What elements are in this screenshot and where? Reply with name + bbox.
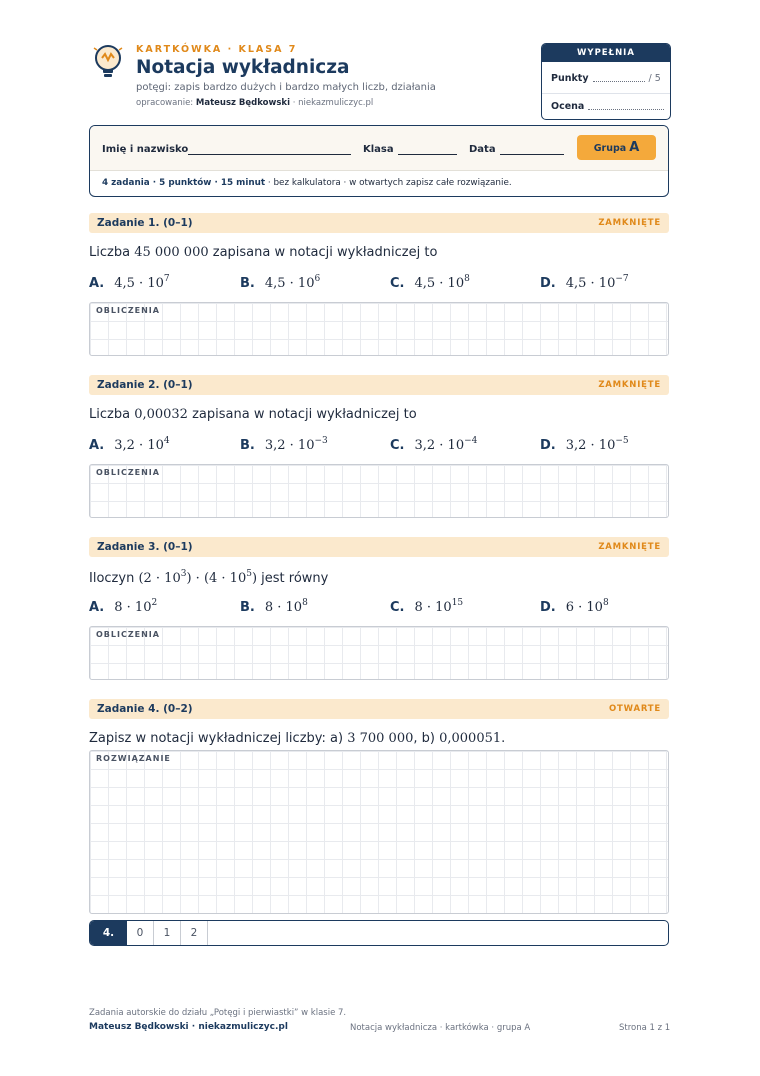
task-4-question-text: Zapisz w notacji wykładniczej liczby: a) bbox=[89, 731, 348, 746]
task-3-factor-1: (2 · 10 bbox=[138, 571, 181, 586]
answer-exponent: 15 bbox=[451, 598, 464, 608]
answer-letter: D. bbox=[540, 600, 556, 615]
date-label: Data bbox=[469, 144, 496, 155]
task-1-header bbox=[89, 213, 669, 233]
task-2-question-text: Liczba bbox=[89, 407, 135, 422]
task-1-question-text: Liczba bbox=[89, 245, 135, 260]
task-3-title: Zadanie 3. (0–1) bbox=[97, 541, 193, 553]
name-label: Imię i nazwisko bbox=[102, 144, 189, 155]
answer-exponent: −7 bbox=[615, 274, 629, 284]
student-fields-row bbox=[90, 126, 668, 171]
task-2-title: Zadanie 2. (0–1) bbox=[97, 379, 193, 391]
task-1-work-area[interactable] bbox=[89, 302, 669, 356]
task-3-question-tail: jest równy bbox=[257, 571, 329, 586]
answer-exponent: 6 bbox=[314, 274, 321, 284]
group-label: Grupa bbox=[593, 143, 627, 154]
footer-center: Notacja wykładnicza · kartkówka · grupa A bbox=[350, 1023, 531, 1033]
worksheet-kicker: KARTKÓWKA · KLASA 7 bbox=[136, 44, 298, 55]
teacher-box-divider bbox=[542, 93, 670, 94]
answer-letter: D. bbox=[540, 276, 556, 291]
task-3-answer-d[interactable] bbox=[540, 598, 609, 615]
task-4-number-b: 0,000051 bbox=[439, 731, 502, 746]
task-1-type: ZAMKNIĘTE bbox=[598, 218, 661, 228]
task-2-answers bbox=[89, 436, 689, 456]
task-4-question-end: . bbox=[501, 731, 506, 746]
points-field[interactable] bbox=[593, 76, 645, 82]
answer-exponent: −3 bbox=[314, 436, 328, 446]
group-badge bbox=[577, 135, 656, 160]
score-task-number: 4. bbox=[90, 921, 127, 945]
grade-field[interactable] bbox=[588, 104, 664, 110]
task-2-question bbox=[89, 407, 417, 422]
task-4-number-a: 3 700 000 bbox=[347, 731, 414, 746]
task-3-type: ZAMKNIĘTE bbox=[598, 542, 661, 552]
task-3-answer-a[interactable] bbox=[89, 598, 157, 615]
teacher-box-heading: WYPEŁNIA NAUCZYCIEL bbox=[542, 44, 670, 62]
grade-label: Ocena bbox=[551, 101, 585, 112]
score-option[interactable]: 2 bbox=[181, 921, 208, 945]
answer-base: 3,2 · 10 bbox=[114, 438, 164, 453]
byline bbox=[136, 98, 373, 108]
points-row bbox=[551, 73, 661, 84]
task-3-answer-b[interactable] bbox=[240, 598, 308, 615]
group-letter: A bbox=[629, 140, 640, 155]
task-3-answer-c[interactable] bbox=[390, 598, 463, 615]
quiz-info-rules: · bez kalkulatora · w otwartych zapisz całe rozwiązanie. bbox=[265, 178, 512, 188]
task-2-work-label: OBLICZENIA bbox=[96, 468, 160, 477]
task-1-answer-c[interactable] bbox=[390, 274, 470, 291]
task-4-work-area[interactable] bbox=[89, 750, 669, 914]
score-option[interactable]: 1 bbox=[154, 921, 181, 945]
answer-letter: A. bbox=[89, 438, 105, 453]
points-label: Punkty bbox=[551, 73, 589, 84]
task-2-header bbox=[89, 375, 669, 395]
task-3-exponent-2: 5 bbox=[246, 569, 252, 579]
answer-exponent: 8 bbox=[602, 598, 609, 608]
answer-letter: A. bbox=[89, 600, 105, 615]
task-1-answers bbox=[89, 274, 689, 294]
task-2-answer-a[interactable] bbox=[89, 436, 170, 453]
task-2-work-area[interactable] bbox=[89, 464, 669, 518]
answer-letter: D. bbox=[540, 438, 556, 453]
task-4-question-mid: , b) bbox=[413, 731, 440, 746]
answer-exponent: 7 bbox=[163, 274, 170, 284]
answer-exponent: −4 bbox=[464, 436, 478, 446]
answer-exponent: −5 bbox=[615, 436, 629, 446]
task-2-question-tail: zapisana w notacji wykładniczej to bbox=[187, 407, 417, 422]
task-2-type: ZAMKNIĘTE bbox=[598, 380, 661, 390]
byline-prefix: opracowanie: bbox=[136, 98, 196, 108]
answer-base: 3,2 · 10 bbox=[565, 438, 616, 453]
teacher-box bbox=[541, 43, 671, 120]
answer-base: 3,2 · 10 bbox=[264, 438, 315, 453]
task-2-question-number: 0,00032 bbox=[134, 407, 188, 422]
task-3-exponent-1: 3 bbox=[180, 569, 187, 579]
date-field[interactable] bbox=[500, 154, 564, 155]
task-1-answer-b[interactable] bbox=[240, 274, 320, 291]
task-1-title: Zadanie 1. (0–1) bbox=[97, 217, 193, 229]
task-1-answer-d[interactable] bbox=[540, 274, 629, 291]
task-4-header bbox=[89, 699, 669, 719]
class-label: Klasa bbox=[363, 144, 394, 155]
task-2-answer-b[interactable] bbox=[240, 436, 328, 453]
byline-site: · niekazmuliczyc.pl bbox=[290, 98, 374, 108]
task-3-work-label: OBLICZENIA bbox=[96, 630, 160, 639]
student-info-box bbox=[89, 125, 669, 197]
answer-letter: B. bbox=[240, 276, 255, 291]
answer-exponent: 8 bbox=[464, 274, 470, 284]
answer-base: 3,2 · 10 bbox=[414, 438, 465, 453]
name-field[interactable] bbox=[188, 154, 351, 155]
answer-base: 4,5 · 10 bbox=[114, 276, 164, 291]
task-2-answer-c[interactable] bbox=[390, 436, 477, 453]
answer-exponent: 8 bbox=[302, 598, 308, 608]
footer-note: Zadania autorskie do działu „Potęgi i pierwiastki” w klasie 7. bbox=[89, 1008, 347, 1018]
answer-base: 4,5 · 10 bbox=[264, 276, 315, 291]
grade-row bbox=[551, 101, 664, 112]
task-1-question-tail: zapisana w notacji wykładniczej to bbox=[208, 245, 438, 260]
answer-base: 6 · 10 bbox=[565, 600, 603, 615]
task-4-title: Zadanie 4. (0–2) bbox=[97, 703, 193, 715]
task-1-answer-a[interactable] bbox=[89, 274, 170, 291]
task-4-score-bar bbox=[89, 920, 669, 946]
task-3-question-text: Iloczyn bbox=[89, 571, 139, 586]
task-3-question bbox=[89, 569, 328, 586]
task-1-question bbox=[89, 245, 437, 260]
answer-exponent: 2 bbox=[151, 598, 158, 608]
answer-base: 4,5 · 10 bbox=[565, 276, 616, 291]
footer-author: Mateusz Będkowski · niekazmuliczyc.pl bbox=[89, 1022, 288, 1032]
lightbulb-logo-icon bbox=[91, 44, 125, 80]
worksheet-title: Notacja wykładnicza bbox=[136, 57, 350, 78]
score-option[interactable]: 0 bbox=[127, 921, 154, 945]
answer-exponent: 4 bbox=[163, 436, 170, 446]
answer-letter: C. bbox=[390, 438, 405, 453]
byline-author: Mateusz Będkowski bbox=[195, 98, 291, 108]
task-4-type: OTWARTE bbox=[609, 704, 661, 714]
points-max: / 5 bbox=[648, 73, 661, 84]
task-3-work-area[interactable] bbox=[89, 626, 669, 680]
answer-base: 4,5 · 10 bbox=[414, 276, 465, 291]
task-3-factor-2: ) · (4 · 10 bbox=[186, 571, 247, 586]
answer-letter: B. bbox=[240, 438, 255, 453]
footer-page: Strona 1 z 1 bbox=[619, 1023, 671, 1033]
worksheet-subtitle: potęgi: zapis bardzo dużych i bardzo małych liczb, działania bbox=[136, 82, 436, 93]
answer-letter: C. bbox=[390, 276, 405, 291]
answer-letter: A. bbox=[89, 276, 105, 291]
quiz-info-summary: 4 zadania · 5 punktów · 15 minut bbox=[102, 178, 266, 188]
task-4-question bbox=[89, 731, 505, 746]
task-3-answers bbox=[89, 598, 689, 618]
task-4-work-label: ROZWIĄZANIE bbox=[96, 754, 171, 763]
task-3-close-paren: ) bbox=[251, 571, 258, 586]
quiz-info bbox=[102, 178, 512, 188]
answer-base: 8 · 10 bbox=[264, 600, 303, 615]
class-field[interactable] bbox=[398, 154, 457, 155]
answer-letter: B. bbox=[240, 600, 255, 615]
answer-base: 8 · 10 bbox=[414, 600, 452, 615]
answer-letter: C. bbox=[390, 600, 405, 615]
answer-base: 8 · 10 bbox=[114, 600, 152, 615]
task-1-question-number: 45 000 000 bbox=[134, 245, 209, 260]
task-1-work-label: OBLICZENIA bbox=[96, 306, 160, 315]
task-3-header bbox=[89, 537, 669, 557]
task-2-answer-d[interactable] bbox=[540, 436, 629, 453]
